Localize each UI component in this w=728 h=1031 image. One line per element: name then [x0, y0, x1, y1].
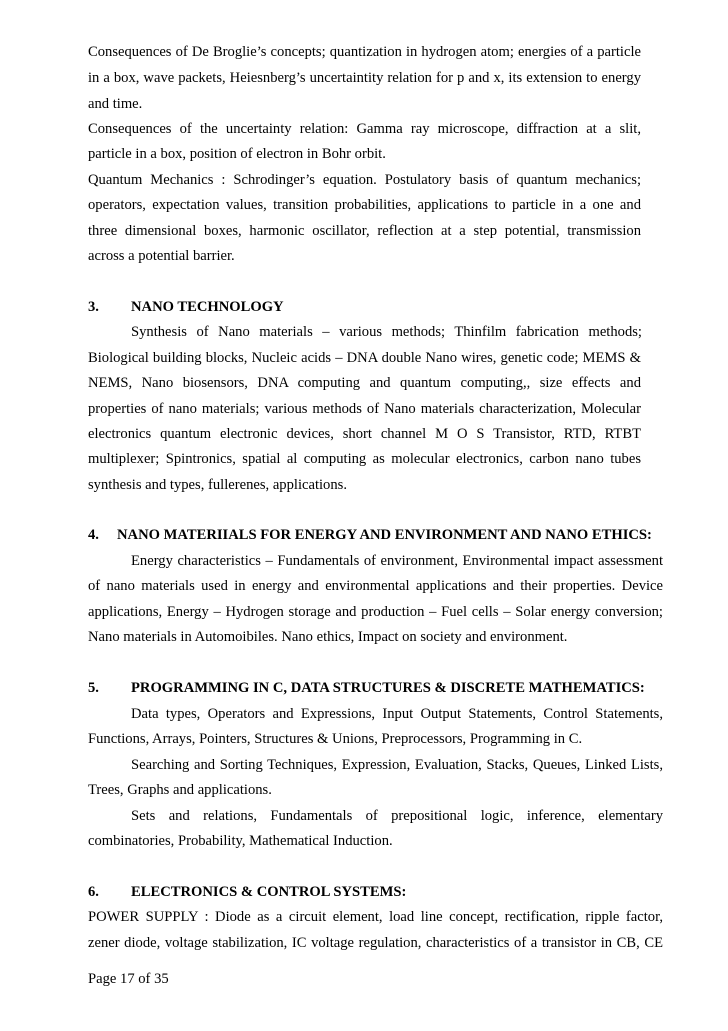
section-heading: NANO MATERIIALS FOR ENERGY AND ENVIRONMENT AND NANO ETHICS:	[117, 527, 652, 543]
section-heading: PROGRAMMING IN C, DATA STRUCTURES & DISCRETE MATHEMATICS:	[131, 680, 645, 696]
text-line: Nano materials in Automoibiles. Nano ethics, Impact on society and environment.	[88, 629, 568, 645]
text-line: in a box, wave packets, Heiesnberg’s uncertaintity relation for p and x, its extension to energy	[88, 70, 641, 86]
text-line: Functions, Arrays, Pointers, Structures & Unions, Preprocessors, Programming in C.	[88, 731, 583, 747]
text-line: properties of nano materials; various methods of Nano materials characterization, Molecular	[88, 401, 641, 417]
text-line: and time.	[88, 96, 143, 112]
section-number: 6.	[88, 884, 99, 900]
text-line: Data types, Operators and Expressions, Input Output Statements, Control Statements,	[131, 706, 663, 722]
text-line: multiplexer; Spintronics, spatial al computing as molecular electronics, carbon nano tubes	[88, 451, 641, 467]
text-line: Synthesis of Nano materials – various methods; Thinfilm fabrication methods;	[131, 324, 642, 340]
text-line: three dimensional boxes, harmonic oscillator, reflection at a step potential, transmission	[88, 223, 641, 239]
section-number: 3.	[88, 299, 99, 315]
section-number: 5.	[88, 680, 99, 696]
text-line: Biological building blocks, Nucleic acids – DNA double Nano wires, genetic code; MEMS &	[88, 350, 641, 366]
text-line: of nano materials used in energy and environmental applications and their properties. Device	[88, 578, 663, 594]
text-line: synthesis and types, fullerenes, applications.	[88, 477, 347, 493]
text-line: operators, expectation values, transition probabilities, applications to particle in a one and	[88, 197, 641, 213]
text-line: combinatories, Probability, Mathematical Induction.	[88, 833, 393, 849]
text-line: POWER SUPPLY : Diode as a circuit element, load line concept, rectification, ripple factor,	[88, 909, 663, 925]
text-line: particle in a box, position of electron in Bohr orbit.	[88, 146, 386, 162]
text-line: Consequences of the uncertainty relation: Gamma ray microscope, diffraction at a slit,	[88, 121, 641, 137]
text-line: Sets and relations, Fundamentals of prepositional logic, inference, elementary	[131, 808, 663, 824]
section-heading: ELECTRONICS & CONTROL SYSTEMS:	[131, 884, 407, 900]
text-line: electronics quantum electronic devices, short channel M O S Transistor, RTD, RTBT	[88, 426, 641, 442]
section-number: 4.	[88, 527, 99, 543]
page-number: Page 17 of 35	[88, 971, 169, 987]
text-line: zener diode, voltage stabilization, IC voltage regulation, characteristics of a transistor in CB, CE	[88, 935, 663, 951]
text-line: NEMS, Nano biosensors, DNA computing and quantum computing,, size effects and	[88, 375, 641, 391]
section-heading: NANO TECHNOLOGY	[131, 299, 284, 315]
text-line: Quantum Mechanics : Schrodinger’s equation. Postulatory basis of quantum mechanics;	[88, 172, 641, 188]
text-line: Searching and Sorting Techniques, Expression, Evaluation, Stacks, Queues, Linked Lists,	[131, 757, 663, 773]
text-line: across a potential barrier.	[88, 248, 235, 264]
text-line: applications, Energy – Hydrogen storage and production – Fuel cells – Solar energy conversion;	[88, 604, 663, 620]
text-line: Consequences of De Broglie’s concepts; quantization in hydrogen atom; energies of a particle	[88, 44, 641, 60]
text-line: Energy characteristics – Fundamentals of environment, Environmental impact assessment	[131, 553, 663, 569]
text-line: Trees, Graphs and applications.	[88, 782, 272, 798]
